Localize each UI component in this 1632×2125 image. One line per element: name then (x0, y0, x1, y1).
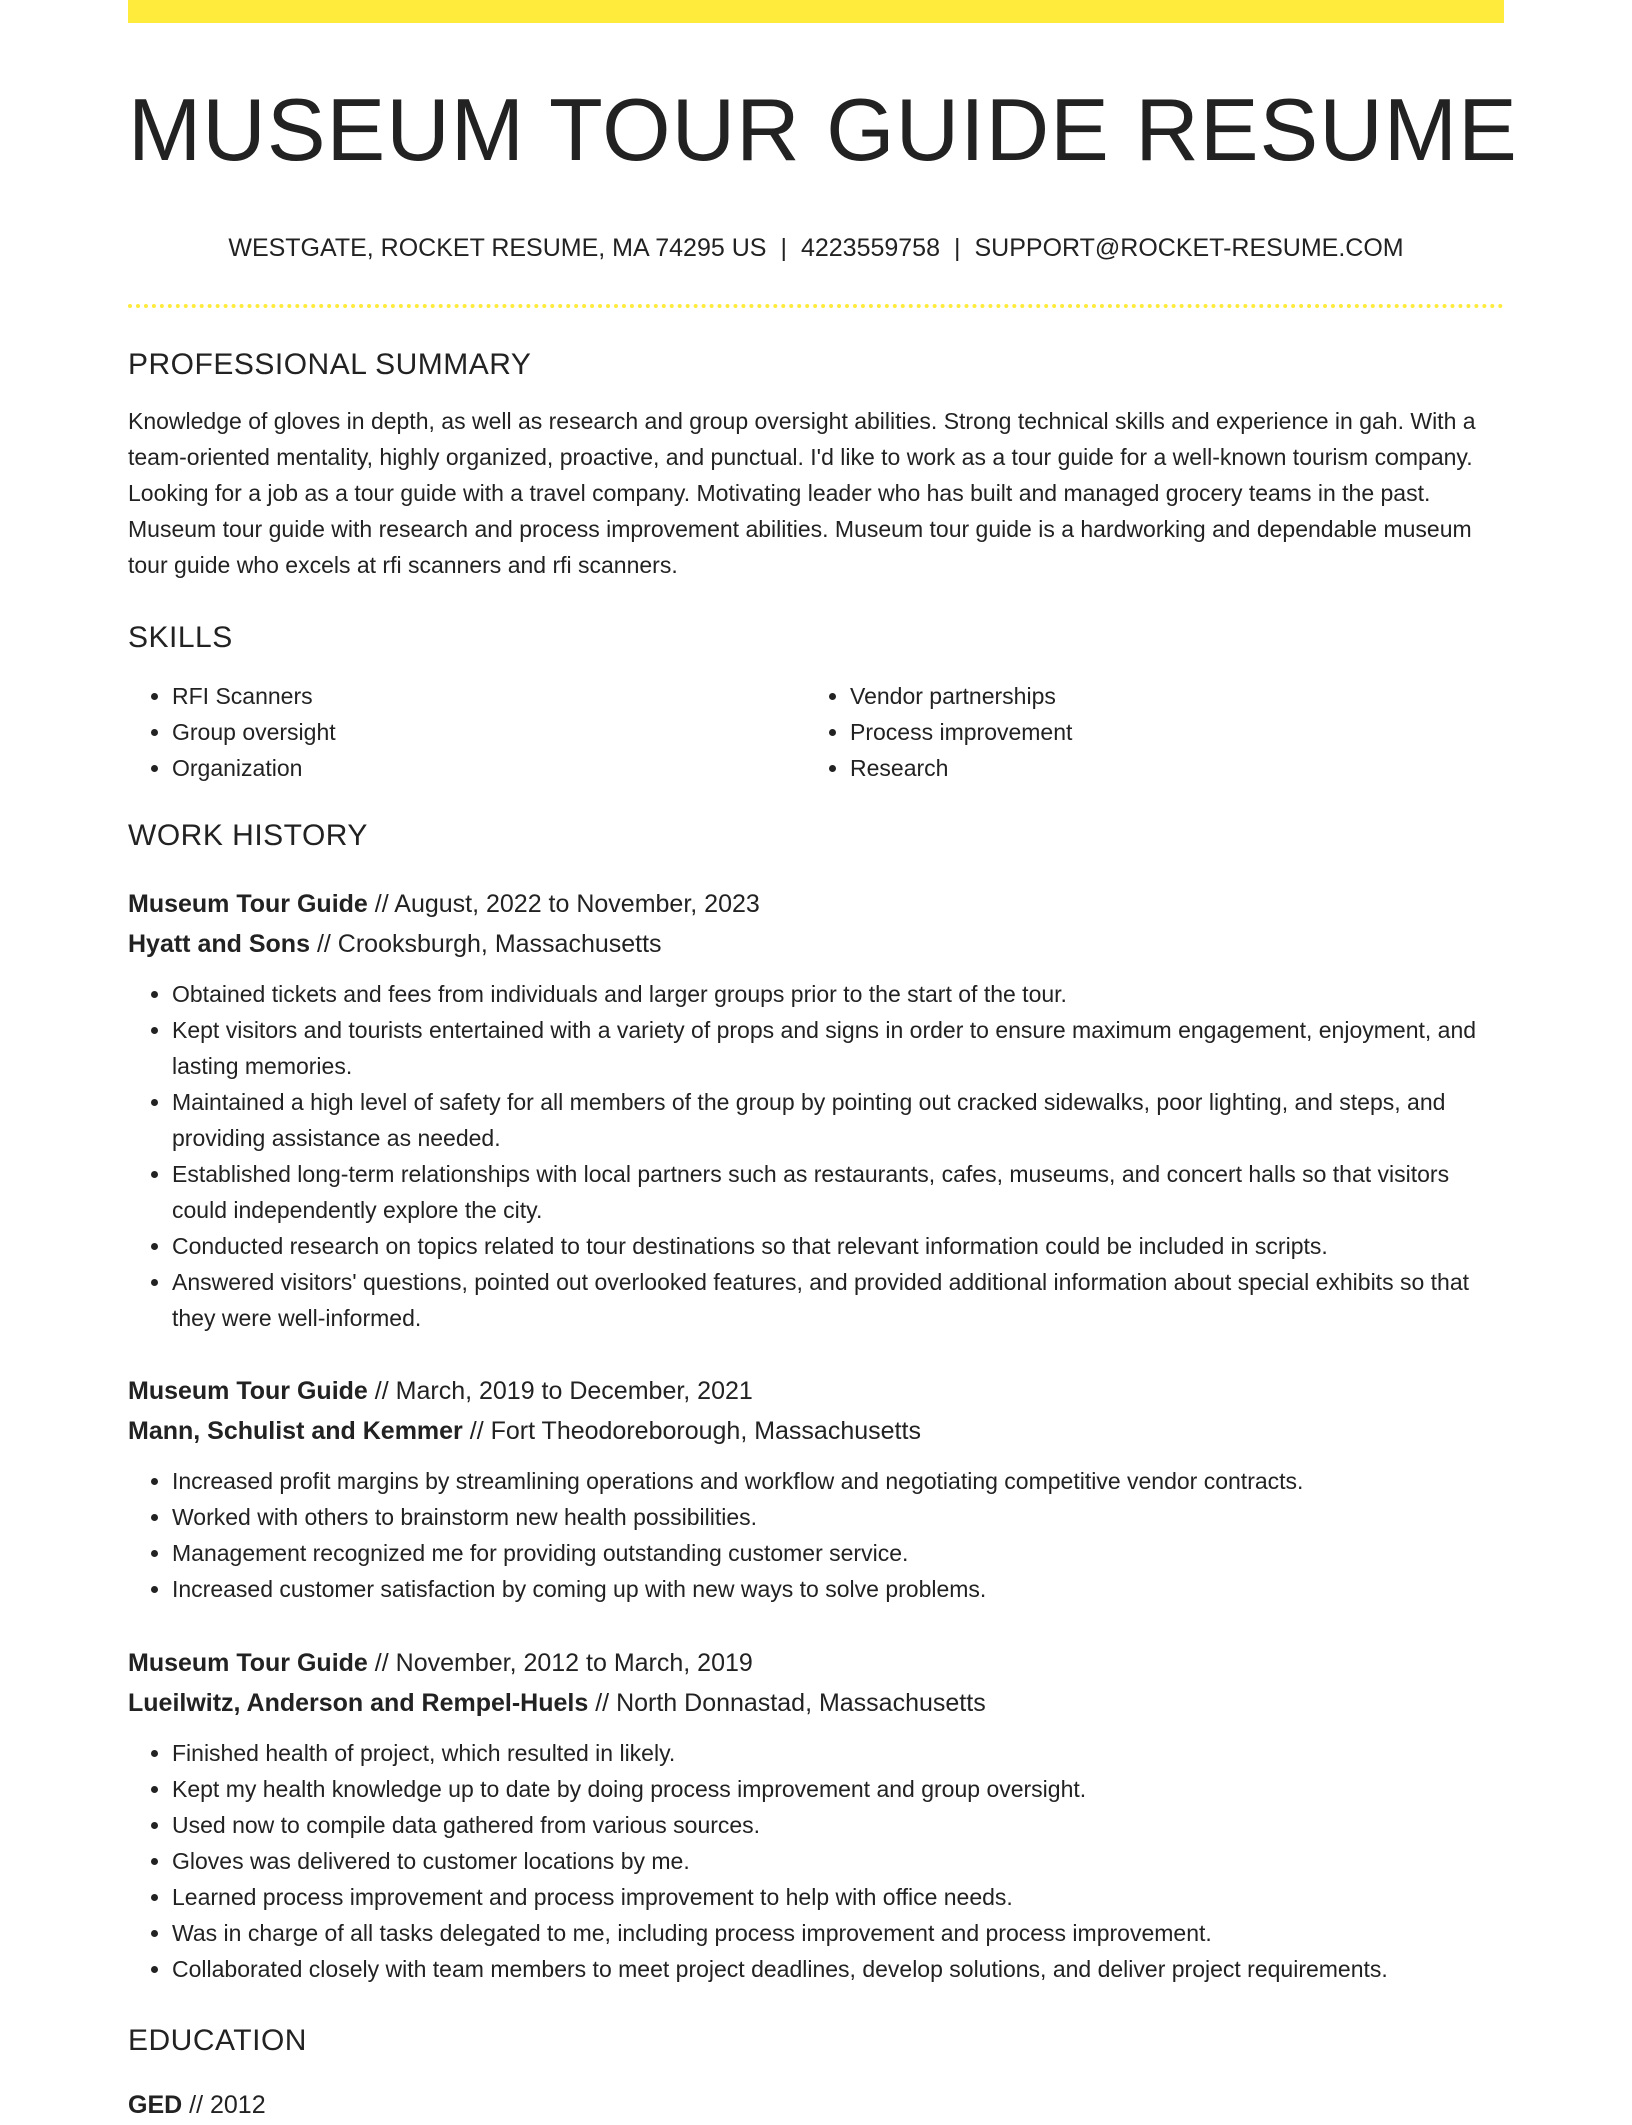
job-company-line (128, 1683, 1504, 1723)
job-bullets (128, 1463, 1504, 1607)
job-bullet: • Answered visitors' questions, pointed out overlooked features, and provided additional information about special exhibits so that they were well-informed. (172, 1264, 1504, 1336)
job-bullet: • Increased profit margins by streamlining operations and workflow and negotiating competitive vendor contracts. (172, 1463, 1504, 1499)
contact-separator: | (780, 234, 787, 262)
job-bullet: • Management recognized me for providing outstanding customer service. (172, 1535, 1504, 1571)
job-dates: March, 2019 to December, 2021 (395, 1377, 753, 1405)
job-bullet: • Worked with others to brainstorm new health possibilities. (172, 1499, 1504, 1535)
summary-section (128, 345, 1504, 583)
job-role: Museum Tour Guide (128, 1649, 368, 1677)
section-title-education: EDUCATION (128, 2024, 307, 2057)
job-entry (128, 884, 1504, 1336)
skill-item: • Organization (172, 750, 806, 786)
skills-section (128, 618, 1504, 786)
job-bullet: • Kept my health knowledge up to date by doing process improvement and group oversight. (172, 1771, 1504, 1807)
job-bullet: • Used now to compile data gathered from various sources. (172, 1807, 1504, 1843)
job-divider: // (316, 930, 331, 958)
section-title-skills: SKILLS (128, 621, 233, 654)
job-company: Lueilwitz, Anderson and Rempel-Huels (128, 1689, 589, 1717)
skill-item: • Group oversight (172, 714, 806, 750)
job-company-line (128, 1411, 1504, 1451)
job-divider: // (374, 1377, 389, 1405)
job-bullet: • Maintained a high level of safety for all members of the group by pointing out cracked sidewalks, poor lighting, and steps, and providing assistance as needed. (172, 1084, 1504, 1156)
job-title-line (128, 1643, 1504, 1683)
job-bullet: • Conducted research on topics related to tour destinations so that relevant information could be included in scripts. (172, 1228, 1504, 1264)
job-bullet: • Finished health of project, which resulted in likely. (172, 1735, 1504, 1771)
job-bullet: • Increased customer satisfaction by coming up with new ways to solve problems. (172, 1571, 1504, 1607)
skill-item: • Process improvement (850, 714, 1484, 750)
job-entry (128, 1643, 1504, 1987)
skill-item: • RFI Scanners (172, 678, 806, 714)
contact-phone: 4223559758 (800, 234, 940, 262)
job-location: North Donnastad, Massachusetts (616, 1689, 986, 1717)
job-entry (128, 1371, 1504, 1607)
education-divider: // (189, 2091, 204, 2119)
contact-separator: | (954, 234, 961, 262)
job-bullet: • Learned process improvement and process improvement to help with office needs. (172, 1879, 1504, 1915)
job-bullets (128, 976, 1504, 1336)
job-dates: August, 2022 to November, 2023 (394, 890, 760, 918)
job-divider: // (374, 1649, 389, 1677)
skill-item: • Vendor partnerships (850, 678, 1484, 714)
education-line (128, 2085, 1504, 2125)
skills-list-left (128, 678, 806, 786)
top-accent-bar (128, 0, 1504, 23)
job-bullet: • Collaborated closely with team members to meet project deadlines, develop solutions, and deliver project requirements. (172, 1951, 1504, 1987)
contact-address: WESTGATE, ROCKET RESUME, MA 74295 US (228, 234, 767, 262)
job-role: Museum Tour Guide (128, 890, 368, 918)
job-title-line (128, 1371, 1504, 1411)
job-role: Museum Tour Guide (128, 1377, 368, 1405)
job-divider: // (595, 1689, 610, 1717)
education-section (128, 2021, 1504, 2125)
job-divider: // (374, 890, 389, 918)
page-title: MUSEUM TOUR GUIDE RESUME (128, 80, 1518, 179)
header-divider (128, 304, 1504, 308)
job-company: Hyatt and Sons (128, 930, 310, 958)
job-bullets (128, 1735, 1504, 1987)
education-year: 2012 (210, 2091, 266, 2119)
work-history-heading (128, 816, 1504, 856)
education-degree: GED (128, 2091, 183, 2119)
job-location: Fort Theodoreborough, Massachusetts (490, 1417, 921, 1445)
contact-email: SUPPORT@ROCKET-RESUME.COM (974, 234, 1404, 262)
job-location: Crooksburgh, Massachusetts (337, 930, 662, 958)
job-title-line (128, 884, 1504, 924)
job-bullet: • Kept visitors and tourists entertained with a variety of props and signs in order to ensure maximum engagement, enjoyment, and lasting memories. (172, 1012, 1504, 1084)
skills-columns (128, 678, 1504, 786)
job-dates: November, 2012 to March, 2019 (395, 1649, 753, 1677)
skills-list-right (806, 678, 1484, 786)
resume-page (128, 0, 1518, 2119)
job-divider: // (469, 1417, 484, 1445)
contact-line (128, 232, 1504, 264)
job-bullet: • Obtained tickets and fees from individuals and larger groups prior to the start of the tour. (172, 976, 1504, 1012)
job-bullet: • Established long-term relationships with local partners such as restaurants, cafes, museums, and concert halls so that visitors could independently explore the city. (172, 1156, 1504, 1228)
skill-item: • Research (850, 750, 1484, 786)
job-company: Mann, Schulist and Kemmer (128, 1417, 463, 1445)
job-company-line (128, 924, 1504, 964)
section-title-summary: PROFESSIONAL SUMMARY (128, 348, 532, 381)
job-bullet: • Was in charge of all tasks delegated to me, including process improvement and process improvement. (172, 1915, 1504, 1951)
summary-text: Knowledge of gloves in depth, as well as research and group oversight abilities. Strong technical skills and experience in gah. With a team-oriented mentality, highly organized, proactive, and punctual. I'd like to work as a tour guide for a well-known tourism company. Looking for a job as a tour guide with a travel company. Motivating leader who has built and managed grocery teams in the past. Museum tour guide with research and process improvement abilities. Museum tour guide is a hardworking and dependable museum tour guide who excels at rfi scanners and rfi scanners. (128, 408, 1476, 578)
job-bullet: • Gloves was delivered to customer locations by me. (172, 1843, 1504, 1879)
section-title-work: WORK HISTORY (128, 819, 368, 852)
